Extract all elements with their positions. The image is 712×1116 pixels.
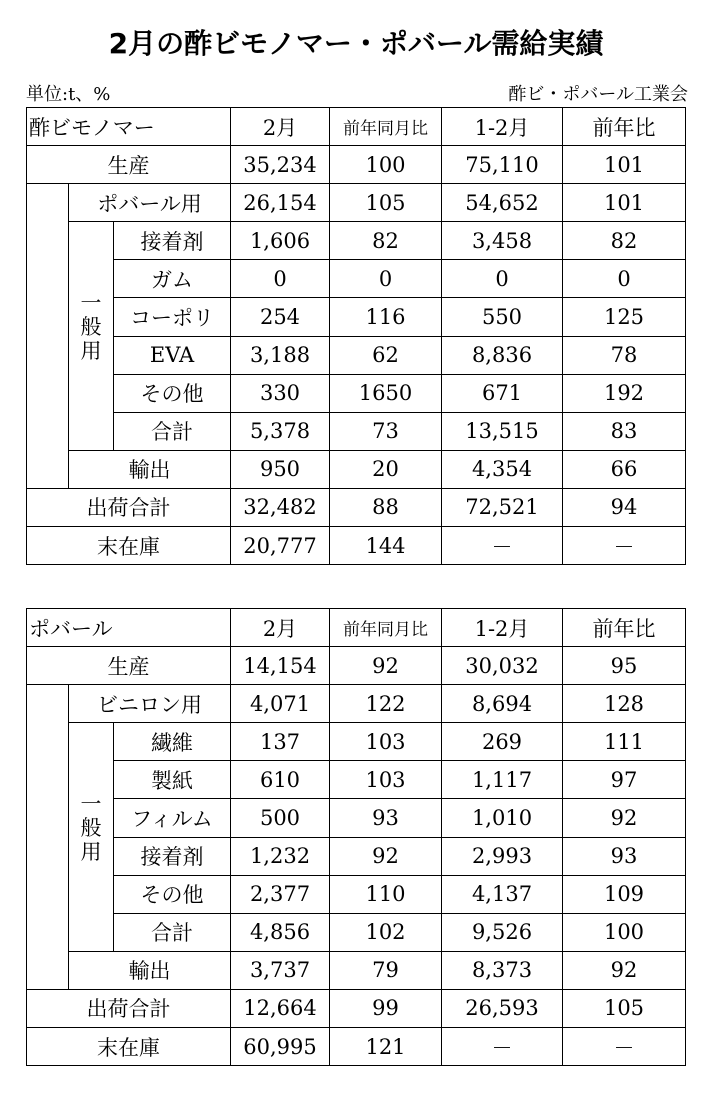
yoy-ytd-value: 100	[563, 913, 686, 951]
shipments-total-label: 出荷合計	[27, 989, 231, 1027]
table-row	[27, 647, 686, 685]
yoy-ytd-value: －	[563, 1028, 686, 1066]
ytd-header: 1-2月	[442, 609, 563, 647]
general-use-item-label: コーポリ	[114, 298, 231, 336]
ytd-value: 54,652	[442, 184, 563, 222]
yoy-month-value: 121	[330, 1028, 442, 1066]
table-row	[27, 336, 686, 374]
header-row	[27, 609, 686, 647]
month-header: 2月	[231, 108, 330, 146]
poval-table	[26, 608, 686, 1066]
yoy-month-value: 99	[330, 989, 442, 1027]
ytd-value: 0	[442, 260, 563, 298]
month-value: 500	[231, 799, 330, 837]
yoy-month-header: 前年同月比	[330, 108, 442, 146]
shipments-total-label: 出荷合計	[27, 488, 231, 526]
ytd-value: 8,694	[442, 685, 563, 723]
yoy-month-value: 102	[330, 913, 442, 951]
general-use-label	[69, 222, 114, 451]
ytd-value: 4,354	[442, 450, 563, 488]
yoy-month-value: 93	[330, 799, 442, 837]
general-use-item-label: 接着剤	[114, 222, 231, 260]
yoy-ytd-value: 95	[563, 647, 686, 685]
ytd-value: 269	[442, 723, 563, 761]
yoy-ytd-value: 82	[563, 222, 686, 260]
table-row	[27, 450, 686, 488]
month-value: 0	[231, 260, 330, 298]
general-use-text: 一 般 用	[80, 291, 102, 364]
yoy-month-value: 73	[330, 412, 442, 450]
table-row	[27, 374, 686, 412]
month-value: 60,995	[231, 1028, 330, 1066]
yoy-ytd-value: 92	[563, 951, 686, 989]
month-value: 1,606	[231, 222, 330, 260]
yoy-month-value: 0	[330, 260, 442, 298]
ending-inventory-label: 末在庫	[27, 527, 231, 565]
month-value: 137	[231, 723, 330, 761]
ytd-value: 9,526	[442, 913, 563, 951]
month-value: 14,154	[231, 647, 330, 685]
organization-label: 酢ビ・ポバール工業会	[508, 84, 688, 105]
yoy-ytd-value: 78	[563, 336, 686, 374]
yoy-month-value: 92	[330, 647, 442, 685]
general-use-item-label: その他	[114, 875, 231, 913]
export-label: 輸出	[69, 450, 231, 488]
month-value: 4,856	[231, 913, 330, 951]
month-value: 950	[231, 450, 330, 488]
ytd-value: －	[442, 527, 563, 565]
month-value: 3,737	[231, 951, 330, 989]
ytd-value: 13,515	[442, 412, 563, 450]
month-value: 3,188	[231, 336, 330, 374]
yoy-ytd-value: 128	[563, 685, 686, 723]
yoy-month-value: 110	[330, 875, 442, 913]
general-use-item-label: フィルム	[114, 799, 231, 837]
table-row	[27, 685, 686, 723]
unit-label: 単位:t、%	[26, 84, 111, 105]
yoy-month-value: 103	[330, 723, 442, 761]
yoy-ytd-value: 92	[563, 799, 686, 837]
yoy-month-value: 92	[330, 837, 442, 875]
product-name: ポバール	[27, 609, 231, 647]
month-value: 4,071	[231, 685, 330, 723]
ytd-value: 30,032	[442, 647, 563, 685]
yoy-ytd-value: 94	[563, 488, 686, 526]
table-row	[27, 723, 686, 761]
month-value: 2,377	[231, 875, 330, 913]
ytd-value: 2,993	[442, 837, 563, 875]
month-header: 2月	[231, 609, 330, 647]
table-row	[27, 913, 686, 951]
general-use-item-label: EVA	[114, 336, 231, 374]
yoy-month-value: 144	[330, 527, 442, 565]
yoy-ytd-value: 125	[563, 298, 686, 336]
month-value: 12,664	[231, 989, 330, 1027]
month-value: 20,777	[231, 527, 330, 565]
table-row	[27, 527, 686, 565]
table-row	[27, 488, 686, 526]
yoy-ytd-value: 111	[563, 723, 686, 761]
yoy-month-value: 62	[330, 336, 442, 374]
ytd-value: －	[442, 1028, 563, 1066]
yoy-month-value: 100	[330, 146, 442, 184]
general-use-item-label: 繊維	[114, 723, 231, 761]
ytd-value: 550	[442, 298, 563, 336]
table-row	[27, 761, 686, 799]
ytd-value: 26,593	[442, 989, 563, 1027]
ending-inventory-label: 末在庫	[27, 1028, 231, 1066]
month-value: 5,378	[231, 412, 330, 450]
ytd-value: 75,110	[442, 146, 563, 184]
yoy-month-value: 1650	[330, 374, 442, 412]
general-use-label	[69, 723, 114, 952]
ytd-value: 3,458	[442, 222, 563, 260]
yoy-month-value: 88	[330, 488, 442, 526]
yoy-month-value: 122	[330, 685, 442, 723]
yoy-ytd-value: 101	[563, 184, 686, 222]
month-value: 254	[231, 298, 330, 336]
month-value: 35,234	[231, 146, 330, 184]
table-body	[27, 108, 686, 565]
yoy-ytd-value: 101	[563, 146, 686, 184]
table-row	[27, 298, 686, 336]
table-row	[27, 184, 686, 222]
month-value: 32,482	[231, 488, 330, 526]
table-row	[27, 837, 686, 875]
yoy-ytd-value: 97	[563, 761, 686, 799]
page-title: 2月の酢ビモノマー・ポバール需給実績	[108, 27, 604, 60]
general-use-text: 一 般 用	[80, 792, 102, 865]
yoy-month-value: 105	[330, 184, 442, 222]
yoy-month-value: 103	[330, 761, 442, 799]
table-row	[27, 951, 686, 989]
production-label: 生産	[27, 647, 231, 685]
ytd-value: 671	[442, 374, 563, 412]
table-row	[27, 875, 686, 913]
yoy-month-value: 20	[330, 450, 442, 488]
ytd-value: 8,373	[442, 951, 563, 989]
indent-cell	[27, 184, 69, 489]
product-name: 酢ビモノマー	[27, 108, 231, 146]
table-row	[27, 222, 686, 260]
sub-use-label: ビニロン用	[69, 685, 231, 723]
yoy-ytd-value: 105	[563, 989, 686, 1027]
yoy-ytd-value: 93	[563, 837, 686, 875]
general-use-item-label: ガム	[114, 260, 231, 298]
yoy-ytd-value: －	[563, 527, 686, 565]
yoy-month-value: 79	[330, 951, 442, 989]
table-row	[27, 1028, 686, 1066]
sub-use-label: ポバール用	[69, 184, 231, 222]
yoy-ytd-value: 66	[563, 450, 686, 488]
table-row	[27, 412, 686, 450]
yoy-ytd-value: 83	[563, 412, 686, 450]
production-label: 生産	[27, 146, 231, 184]
general-use-item-label: その他	[114, 374, 231, 412]
ytd-value: 72,521	[442, 488, 563, 526]
ytd-value: 1,117	[442, 761, 563, 799]
month-value: 330	[231, 374, 330, 412]
month-value: 26,154	[231, 184, 330, 222]
export-label: 輸出	[69, 951, 231, 989]
month-value: 610	[231, 761, 330, 799]
yoy-ytd-value: 192	[563, 374, 686, 412]
table-row	[27, 260, 686, 298]
general-use-item-label: 接着剤	[114, 837, 231, 875]
yoy-ytd-header: 前年比	[563, 108, 686, 146]
yoy-month-header: 前年同月比	[330, 609, 442, 647]
ytd-value: 1,010	[442, 799, 563, 837]
header-row	[27, 108, 686, 146]
ytd-value: 4,137	[442, 875, 563, 913]
yoy-ytd-value: 109	[563, 875, 686, 913]
indent-cell	[27, 685, 69, 990]
yoy-ytd-header: 前年比	[563, 609, 686, 647]
general-use-item-label: 合計	[114, 913, 231, 951]
table-body	[27, 609, 686, 1066]
table-row	[27, 146, 686, 184]
vinyl-acetate-monomer-table	[26, 107, 686, 565]
table-row	[27, 989, 686, 1027]
general-use-item-label: 合計	[114, 412, 231, 450]
general-use-item-label: 製紙	[114, 761, 231, 799]
table-row	[27, 799, 686, 837]
month-value: 1,232	[231, 837, 330, 875]
yoy-month-value: 82	[330, 222, 442, 260]
ytd-value: 8,836	[442, 336, 563, 374]
yoy-ytd-value: 0	[563, 260, 686, 298]
yoy-month-value: 116	[330, 298, 442, 336]
ytd-header: 1-2月	[442, 108, 563, 146]
